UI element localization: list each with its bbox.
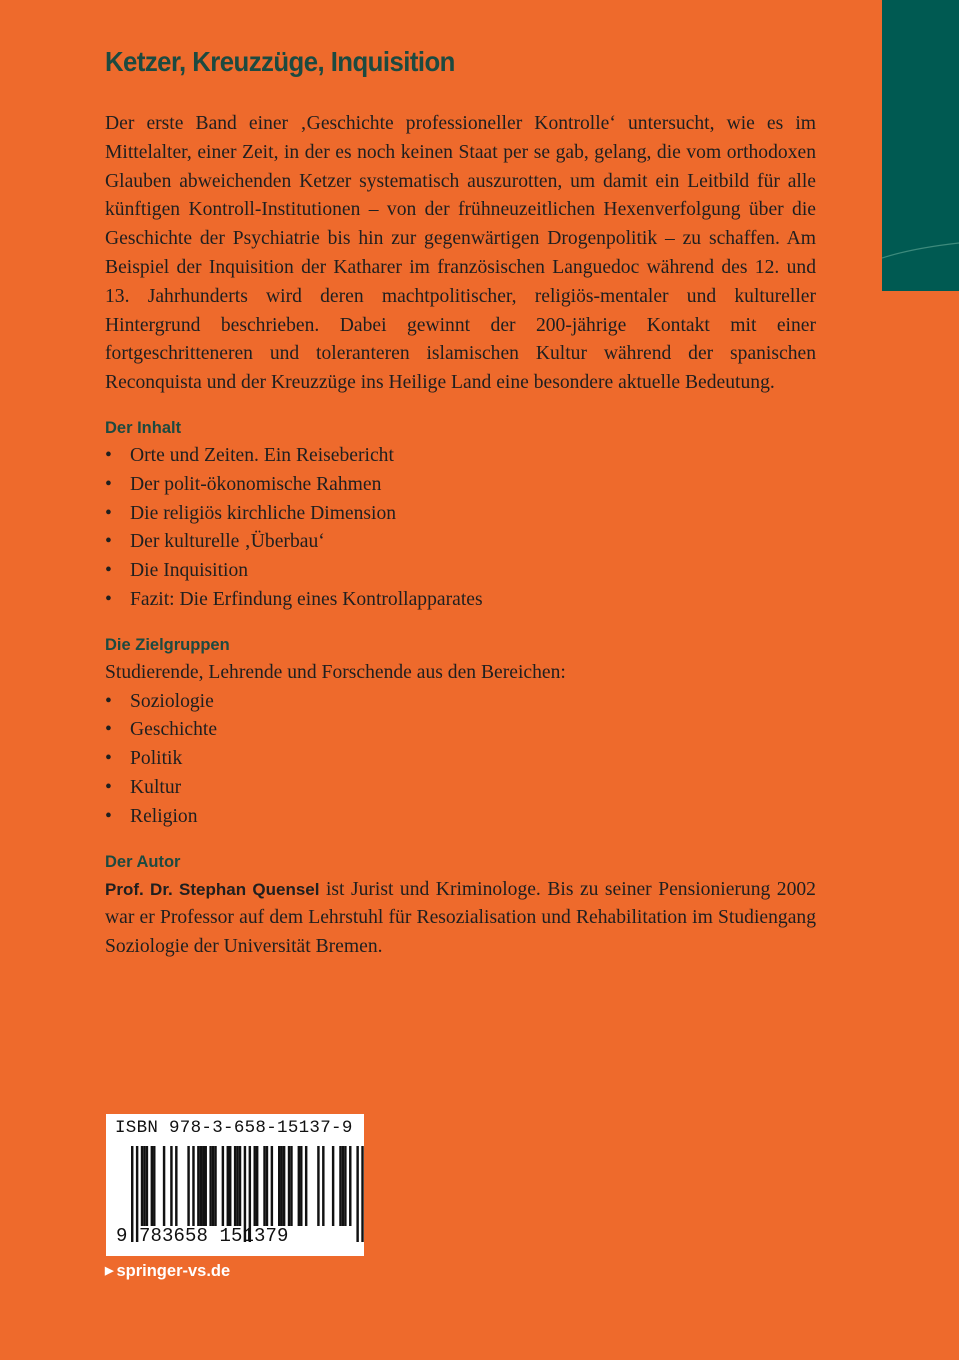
contents-list	[105, 442, 816, 615]
contents-item-label: Orte und Zeiten. Ein Reisebericht	[130, 444, 394, 466]
barcode-bar	[163, 1146, 165, 1226]
barcode-bar	[187, 1146, 189, 1226]
barcode-bar	[283, 1146, 285, 1226]
author-bio-text: ist Jurist und Kriminologe. Bis zu seiner Pensionierung 2002 war er Professor auf dem Lehrstuhl für Resozialisation und Rehabilitation im Studiengang Soziologie der Universität Bremen.	[105, 878, 816, 958]
bullet: •	[105, 748, 112, 770]
contents-item	[105, 471, 816, 500]
bullet: •	[105, 690, 112, 712]
barcode-bar	[143, 1146, 145, 1226]
bullet: •	[105, 719, 112, 741]
contents-item-label: Der polit-ökonomische Rahmen	[130, 473, 382, 495]
contents-item	[105, 557, 816, 586]
bullet: •	[105, 560, 112, 582]
barcode-bar	[239, 1146, 241, 1226]
barcode-bar	[141, 1146, 143, 1226]
barcode-bar	[205, 1146, 207, 1226]
contents-item-label: Fazit: Die Erfindung eines Kontrollapparates	[130, 588, 483, 610]
barcode-bar	[151, 1146, 153, 1226]
barcode-bar	[234, 1146, 236, 1226]
barcode-bar	[263, 1146, 265, 1226]
barcode-bar	[214, 1146, 216, 1226]
bullet: •	[105, 444, 112, 466]
barcode-bar	[227, 1146, 229, 1226]
barcode-bar	[290, 1146, 292, 1226]
barcode-bar	[175, 1146, 177, 1226]
author-name: Prof. Dr. Stephan Quensel	[105, 879, 320, 899]
back-cover-text	[105, 110, 816, 962]
contents-item-label: Die Inquisition	[130, 560, 249, 582]
website-label: springer-vs.de	[116, 1262, 231, 1280]
bullet: •	[105, 531, 112, 553]
barcode-bar	[280, 1146, 282, 1226]
target-group-item	[105, 774, 816, 803]
contents-item-label: Der kulturelle ‚Überbau‘	[130, 531, 325, 553]
book-description: Der erste Band einer ‚Geschichte professioneller Kontrolle‘ untersucht, wie es im Mittelalter, einer Zeit, in der es noch keinen Staat per se gab, gelang, die vom orthodoxen Glauben abweichenden Ketzer systematisch auszurotten, um damit ein Leitbild für alle künftigen Kontroll-Institutionen – von der frühneuzeitlichen Hexenverfolgung über die Geschichte der Psychiatrie bis hin zur gegenwärtigen Drogenpolitik – zu schaffen. Am Beispiel der Inquisition der Katharer im französischen Languedoc während des 12. und 13. Jahrhunderts wird deren machtpolitischer, religiös-mentaler und kultureller Hintergrund beschrieben. Dabei gewinnt der 200-jährige Kontakt mit einer fortgeschritteneren und toleranteren islamischen Kultur während der spanischen Reconquista und der Kreuzzüge ins Heilige Land eine besondere aktuelle Bedeutung.	[105, 113, 816, 394]
barcode-bar	[212, 1146, 214, 1226]
isbn-label: ISBN 978-3-658-15137-9	[115, 1118, 353, 1138]
barcode-bar	[256, 1146, 258, 1226]
barcode-bar	[356, 1146, 358, 1242]
bullet: •	[105, 473, 112, 495]
barcode-bar	[305, 1146, 307, 1226]
barcode-bar	[266, 1146, 268, 1226]
publisher-website[interactable]	[105, 1262, 230, 1281]
contents-heading: Der Inhalt	[105, 418, 182, 437]
target-groups-list	[105, 688, 816, 832]
barcode-bar	[278, 1146, 280, 1226]
barcode-bar	[229, 1146, 231, 1226]
target-group-label: Politik	[130, 748, 183, 770]
barcode-bar	[288, 1146, 290, 1226]
barcode-bar	[170, 1146, 172, 1226]
barcode-bar	[209, 1146, 211, 1226]
bullet: •	[105, 805, 112, 827]
barcode-bar	[342, 1146, 344, 1226]
bullet: •	[105, 588, 112, 610]
barcode-bar	[200, 1146, 202, 1226]
arrow-right-icon: ▶	[105, 1265, 114, 1277]
barcode-bar	[332, 1146, 334, 1226]
target-group-item	[105, 803, 816, 832]
target-group-label: Kultur	[130, 776, 182, 798]
target-groups-heading: Die Zielgruppen	[105, 635, 230, 654]
barcode-bar	[222, 1146, 224, 1226]
barcode-bar	[202, 1146, 204, 1226]
contents-item	[105, 442, 816, 471]
bullet: •	[105, 776, 112, 798]
barcode-bar	[146, 1146, 148, 1226]
target-group-label: Religion	[130, 805, 198, 827]
barcode-bar	[197, 1146, 199, 1226]
barcode-bar	[192, 1146, 194, 1226]
target-group-item	[105, 745, 816, 774]
ean-digits: 9 783658 151379	[116, 1225, 289, 1247]
barcode-bar	[349, 1146, 351, 1226]
spine-curve-decoration	[882, 0, 959, 291]
target-group-item	[105, 688, 816, 717]
contents-item	[105, 586, 816, 615]
contents-item-label: Die religiös kirchliche Dimension	[130, 502, 397, 524]
barcode-bar	[271, 1146, 273, 1226]
contents-item	[105, 500, 816, 529]
spine-color-band	[882, 0, 959, 291]
barcode-bar	[300, 1146, 302, 1226]
barcode-bar	[344, 1146, 346, 1226]
target-group-item	[105, 716, 816, 745]
barcode-bar	[339, 1146, 341, 1226]
target-group-label: Soziologie	[130, 690, 214, 712]
target-groups-lead: Studierende, Lehrende und Forschende aus den Bereichen:	[105, 661, 566, 683]
author-bio	[105, 876, 816, 962]
barcode-bar	[254, 1146, 256, 1226]
isbn-barcode	[106, 1114, 364, 1256]
barcode-bar	[298, 1146, 300, 1226]
book-title: Ketzer, Kreuzzüge, Inquisition	[105, 46, 455, 77]
barcode-bar	[236, 1146, 238, 1226]
barcode-bar	[322, 1146, 324, 1226]
barcode-bar	[361, 1146, 363, 1242]
barcode-bar	[153, 1146, 155, 1226]
target-group-label: Geschichte	[130, 719, 218, 741]
contents-item	[105, 528, 816, 557]
barcode-bar	[317, 1146, 319, 1226]
author-heading: Der Autor	[105, 852, 181, 871]
bullet: •	[105, 502, 112, 524]
